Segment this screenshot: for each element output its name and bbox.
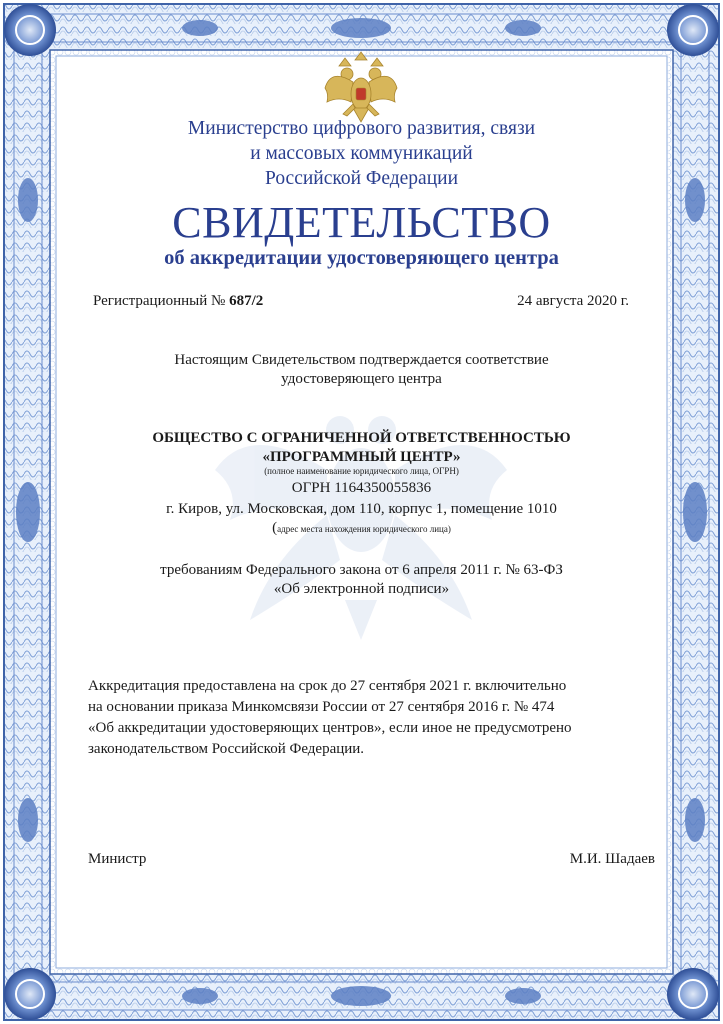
law-requirements bbox=[0, 561, 723, 599]
ministry-line-3: Российской Федерации bbox=[264, 168, 459, 189]
law-line-1: требованиям Федерального закона от 6 апреля 2011 г. № 63-ФЗ bbox=[160, 562, 563, 578]
registration-number bbox=[93, 292, 263, 311]
certificate-subtitle: об аккредитации удостоверяющего центра bbox=[164, 247, 559, 269]
ministry-line-1: Министерство цифрового развития, связи bbox=[187, 118, 536, 139]
company-name-note: (полное наименование юридического лица, ОГРН) bbox=[264, 466, 459, 476]
company-address: г. Киров, ул. Московская, дом 110, корпус 1, помещение 1010 bbox=[166, 501, 557, 517]
certificate-title: СВИДЕТЕЛЬСТВО bbox=[172, 198, 551, 247]
confirmation-line-1: Настоящим Свидетельством подтверждается соответствие bbox=[174, 352, 549, 368]
ministry-line-2: и массовых коммуникаций bbox=[250, 143, 473, 164]
company-name-line-1: ОБЩЕСТВО С ОГРАНИЧЕННОЙ ОТВЕТСТВЕННОСТЬЮ bbox=[152, 430, 571, 446]
signatory-name: М.И. Шадаев bbox=[569, 851, 655, 867]
accreditation-line-4: законодательством Российской Федерации. bbox=[88, 741, 365, 757]
ministry-name bbox=[0, 116, 723, 191]
ogrn-label: ОГРН bbox=[291, 480, 335, 496]
registration-label: Регистрационный № bbox=[93, 293, 230, 309]
accreditation-paragraph bbox=[88, 676, 655, 760]
confirmation-line-2: удостоверяющего центра bbox=[281, 371, 442, 387]
company-address-note bbox=[0, 519, 723, 537]
signatory-position: Министр bbox=[88, 851, 147, 867]
accreditation-line-3: «Об аккредитации удостоверяющих центров», если иное не предусмотрено bbox=[88, 720, 572, 736]
company-name-line-2: «ПРОГРАММНЫЙ ЦЕНТР» bbox=[262, 449, 461, 465]
law-line-2: «Об электронной подписи» bbox=[273, 581, 450, 597]
confirmation-text bbox=[0, 351, 723, 389]
company-ogrn bbox=[0, 479, 723, 498]
address-note-paren: ( bbox=[272, 520, 278, 536]
accreditation-line-1: Аккредитация предоставлена на срок до 27 сентября 2021 г. включительно bbox=[88, 678, 567, 694]
ogrn-value: 1164350055836 bbox=[334, 480, 432, 496]
accreditation-line-2: на основании приказа Минкомсвязи России от 27 сентября 2016 г. № 474 bbox=[88, 699, 555, 715]
company-name bbox=[0, 429, 723, 467]
address-note-text: адрес места нахождения юридического лица) bbox=[277, 524, 451, 534]
registration-date: 24 августа 2020 г. bbox=[517, 293, 629, 309]
registration-number-value: 687/2 bbox=[229, 293, 264, 309]
